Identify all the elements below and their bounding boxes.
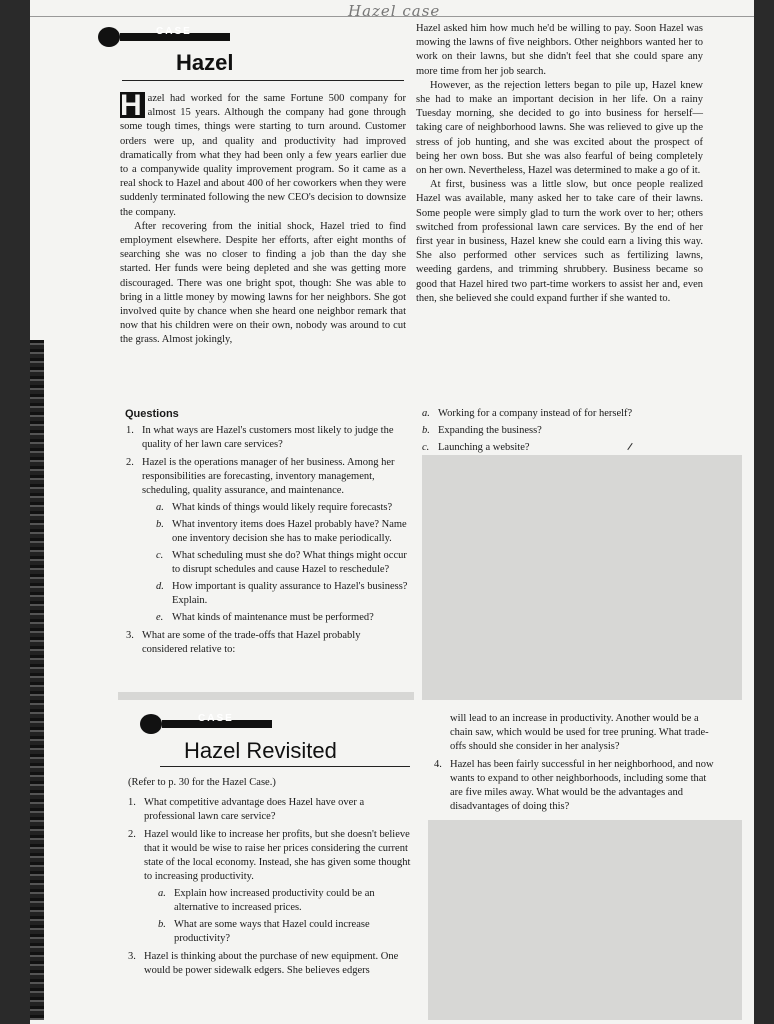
question-item: 3. Hazel is thinking about the purchase of new equipment. One would be power sidewalk edgers. She believes edgers — [128, 951, 399, 976]
sub-question: d. How important is quality assurance to Hazel's business? Explain. — [156, 581, 408, 606]
question-item: 2. Hazel is the operations manager of her business. Among her responsibilities are forecasting, inventory management, scheduling, quality assurance, and maintenance. a. What kinds of things would likely require forecasts? b. What inventory items does Hazel probably have? Name one inventory decision she has to make periodically. c. What scheduling must she do? What things might occur to disrupt schedules and cause Hazel to reschedule? d. How important is quality assurance to Hazel's business? Explain. e. What kinds of maintenance must be performed? — [126, 457, 408, 623]
sub-question: a. What kinds of things would likely require forecasts? — [156, 502, 393, 513]
case-title: Hazel — [176, 50, 234, 75]
question-continuation: will lead to an increase in productivity. Another would be a chain saw, which would be used for tree pruning. What trade-offs should she consider in her analysis? — [450, 713, 709, 752]
answer-area-strip — [118, 692, 414, 700]
case2-right-column — [434, 712, 720, 818]
questions-list — [128, 776, 412, 982]
paragraph: H azel had worked for the same Fortune 500 company for almost 15 years. Although the company had gone through some tough times, things were starting to turn around. Customer orders were up, and quality and productivity had improved dramatically from what they had been only a few years earlier due to a companywide quality improvement program. So it came as a real shock to Hazel and about 400 of her coworkers when they were suddenly terminated following the new CEO's decision to downsize the company. — [120, 89, 406, 218]
questions-heading: Questions — [125, 408, 179, 420]
question-item: 3. What are some of the trade-offs that Hazel probably considered relative to: — [126, 630, 361, 655]
sub-question: b. What are some ways that Hazel could increase productivity? — [158, 919, 370, 944]
question-item: 1. In what ways are Hazel's customers most likely to judge the quality of her lawn care services? — [126, 425, 394, 450]
sub-question: b. Expanding the business? — [422, 425, 542, 436]
case-label: CASE — [156, 26, 192, 37]
title-rule — [160, 766, 410, 767]
case-reference: (Refer to p. 30 for the Hazel Case.) — [128, 777, 276, 788]
sub-question: a. Explain how increased productivity could be an alternative to increased prices. — [158, 888, 375, 913]
sub-question: e. What kinds of maintenance must be performed? — [156, 612, 374, 623]
case-banner-dot — [140, 714, 162, 734]
case-text-left — [120, 89, 406, 348]
q3-subs — [422, 404, 712, 458]
answer-area — [428, 820, 742, 1020]
paragraph: However, as the rejection letters began to pile up, Hazel knew she had to make an important decision in her life. On a rainy Tuesday morning, she decided to go into business for herself—taking care of neighborhood lawns. She was relieved to give up the stress of job hunting, and she was excited about the prospect of being her own boss. But she was also fearful of being completely on her own. Nevertheless, Hazel was determined to make a go of it. — [416, 79, 703, 177]
case-title: Hazel Revisited — [184, 738, 337, 763]
paragraph: After recovering from the initial shock, Hazel tried to find employment elsewhere. Despite her efforts, after eight months of searching she was no closer to finding a job than the day she started. Her funds were being depleted and she was getting more discouraged. There was one bright spot, though: She was able to bring in a little money by mowing lawns for her neighbors. She got involved quite by chance when she heard one neighbor remark that now that his children were on their own, nobody was around to cut the grass. Almost jokingly, — [120, 220, 406, 346]
drop-cap: H — [120, 92, 145, 118]
case-label: CASE — [198, 713, 234, 724]
question-item: 4. Hazel has been fairly successful in her neighborhood, and now wants to expand to other neighborhoods, including some that are five miles away. What would be the advantages and disadvantages of doing this? — [434, 759, 714, 812]
sub-question: b. What inventory items does Hazel probably have? Name one inventory decision she has to make periodically. — [156, 519, 407, 544]
case-text-right — [416, 22, 703, 306]
binding-edge — [30, 340, 44, 1020]
questions-list — [126, 424, 408, 661]
case-banner — [98, 27, 238, 47]
paragraph: Hazel asked him how much he'd be willing to pay. Soon Hazel was mowing the lawns of five neighbors. Other neighbors wanted her to work on their lawns, but she didn't feel that she could spare any more time from her job search. — [416, 23, 703, 77]
case-banner — [140, 714, 280, 734]
sub-question: a. Working for a company instead of for herself? — [422, 408, 633, 419]
sub-question: c. Launching a website? — [422, 442, 530, 453]
answer-area — [422, 455, 742, 700]
paragraph: At first, business was a little slow, but once people realized Hazel was available, many asked her to take care of their lawns. Some people were simply glad to turn the work over to her; others switched from professional lawn care services. By the end of her first year in business, Hazel knew she could earn a living this way. She also performed other services such as fertilizing lawns, weeding gardens, and trimming shrubbery. Business became so good that Hazel hired two part-time workers to assist her and, even then, she believed she could expand further if she wanted to. — [416, 179, 703, 304]
handwritten-note: Hazel case — [348, 2, 441, 20]
scanned-page — [30, 0, 754, 1024]
sub-question: c. What scheduling must she do? What things might occur to disrupt schedules and cause Hazel to reschedule? — [156, 550, 407, 575]
question-item: 2. Hazel would like to increase her profits, but she doesn't believe that it would be wise to raise her prices considering the current state of the local economy. Instead, she has given some thought to increasing productivity. a. Explain how increased productivity could be an alternative to increased prices. b. What are some ways that Hazel could increase productivity? — [128, 829, 411, 944]
title-rule — [122, 80, 404, 81]
question-item: 1. What competitive advantage does Hazel have over a professional lawn care service? — [128, 797, 365, 822]
case-banner-dot — [98, 27, 120, 47]
